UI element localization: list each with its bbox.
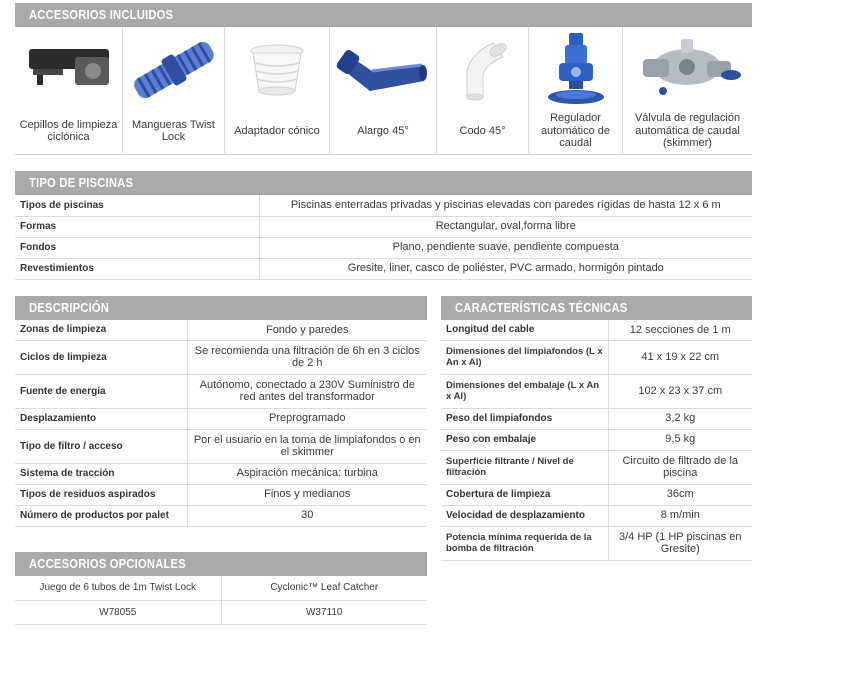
row-value: Circuito de filtrado de la piscina <box>608 450 752 484</box>
row-value: Por el usuario en la toma de limpiafondos o en el skimmer <box>187 429 427 463</box>
accessory-item <box>225 27 330 153</box>
accessory-label: Cepillos de limpieza ciclónica <box>19 118 118 143</box>
table-row <box>15 429 427 463</box>
row-value: Gresite, liner, casco de poliéster, PVC armado, hormigón pintado <box>259 258 752 279</box>
row-key: Revestimientos <box>15 258 259 279</box>
table-row <box>441 340 752 374</box>
row-key: Peso del limpiafondos <box>441 408 608 429</box>
row-value: 3/4 HP (1 HP piscinas en Gresite) <box>608 526 752 560</box>
optional-accessory-code: W78055 <box>15 600 221 624</box>
row-value: Fondo y paredes <box>187 320 427 340</box>
row-value: Aspiración mecánica: turbina <box>187 463 427 484</box>
table-row <box>15 408 427 429</box>
section-header-caracteristicas: CARACTERÍSTICAS TÉCNICAS <box>441 296 752 320</box>
table-row <box>15 237 752 258</box>
row-value: 12 secciones de 1 m <box>608 320 752 340</box>
row-value: 36cm <box>608 484 752 505</box>
table-row <box>15 505 427 526</box>
row-key: Desplazamiento <box>15 408 187 429</box>
table-row <box>15 374 427 408</box>
elbow-45-image <box>437 31 529 109</box>
cyclonic-brush-image <box>15 31 123 109</box>
flow-regulator-image <box>529 31 623 109</box>
optional-accessory-code: W37110 <box>221 600 427 624</box>
row-value: Preprogramado <box>187 408 427 429</box>
accessory-item <box>330 27 437 153</box>
accessory-label: Alargo 45° <box>357 124 409 137</box>
row-value: Finos y medianos <box>187 484 427 505</box>
row-key: Número de productos por palet <box>15 505 187 526</box>
conical-adapter-image <box>225 31 330 109</box>
row-key: Tipos de residuos aspirados <box>15 484 187 505</box>
accessory-label: Codo 45° <box>459 124 506 137</box>
table-row <box>441 320 752 340</box>
accessory-label: Válvula de regulación automática de caudal (skimmer) <box>634 112 741 150</box>
table-row <box>441 484 752 505</box>
description-table <box>15 320 427 527</box>
row-value: Se recomienda una filtración de 6h en 3 ciclos de 2 h <box>187 340 427 374</box>
row-key: Dimensiones del embalaje (L x An x Al) <box>441 374 608 408</box>
row-key: Potencia mínima requerida de la bomba de filtración <box>441 526 608 560</box>
row-key: Fuente de energía <box>15 374 187 408</box>
twist-lock-hose-image <box>123 31 225 109</box>
extension-45-image <box>330 31 437 109</box>
accessory-item <box>437 27 529 153</box>
row-key: Longitud del cable <box>441 320 608 340</box>
section-header-accesorios-incluidos: ACCESORIOS INCLUIDOS <box>15 3 752 27</box>
row-value: 102 x 23 x 37 cm <box>608 374 752 408</box>
table-row <box>441 450 752 484</box>
table-row <box>15 576 427 600</box>
optional-accessory-name: Cyclonic™ Leaf Catcher <box>221 576 427 600</box>
accessory-label: Mangueras Twist Lock <box>132 118 215 143</box>
row-key: Velocidad de desplazamiento <box>441 505 608 526</box>
row-value: 9,5 kg <box>608 429 752 450</box>
row-value: Piscinas enterradas privadas y piscinas elevadas con paredes rígidas de hasta 12 x 6 m <box>259 195 752 216</box>
table-row <box>15 463 427 484</box>
row-key: Formas <box>15 216 259 237</box>
accessory-item <box>623 27 752 153</box>
table-row <box>441 429 752 450</box>
row-key: Ciclos de limpieza <box>15 340 187 374</box>
optional-accessories-table <box>15 576 427 625</box>
optional-accessory-name: Juego de 6 tubos de 1m Twist Lock <box>15 576 221 600</box>
accessory-item <box>15 27 123 153</box>
row-value: 3,2 kg <box>608 408 752 429</box>
table-row <box>15 600 427 624</box>
table-row <box>15 320 427 340</box>
row-key: Fondos <box>15 237 259 258</box>
row-key: Tipos de piscinas <box>15 195 259 216</box>
row-value: 8 m/min <box>608 505 752 526</box>
accessory-label: Regulador automático de caudal <box>540 112 611 150</box>
row-value: Rectangular, oval,forma libre <box>259 216 752 237</box>
table-row <box>15 195 752 216</box>
table-row <box>15 340 427 374</box>
pool-types-table <box>15 195 752 280</box>
table-row <box>441 374 752 408</box>
table-row <box>15 216 752 237</box>
row-value: Plano, pendiente suave, pendiente compuesta <box>259 237 752 258</box>
row-value: 30 <box>187 505 427 526</box>
section-header-tipo-piscinas: TIPO DE PISCINAS <box>15 171 752 195</box>
section-header-accesorios-opcionales: ACCESORIOS OPCIONALES <box>15 552 427 576</box>
row-key: Tipo de filtro / acceso <box>15 429 187 463</box>
table-row <box>15 484 427 505</box>
skimmer-valve-image <box>623 31 752 109</box>
table-row <box>441 408 752 429</box>
section-header-descripcion: DESCRIPCIÓN <box>15 296 427 320</box>
row-value: 41 x 19 x 22 cm <box>608 340 752 374</box>
row-value: Autónomo, conectado a 230V Suministro de red antes del transformador <box>187 374 427 408</box>
row-key: Dimensiones del limpiafondos (L x An x Al) <box>441 340 608 374</box>
divider <box>15 154 752 155</box>
table-row <box>15 258 752 279</box>
accessory-item <box>529 27 623 153</box>
row-key: Cobertura de limpieza <box>441 484 608 505</box>
included-accessories-strip <box>15 27 752 155</box>
table-row <box>441 526 752 560</box>
row-key: Peso con embalaje <box>441 429 608 450</box>
row-key: Zonas de limpieza <box>15 320 187 340</box>
row-key: Sistema de tracción <box>15 463 187 484</box>
technical-specs-table <box>441 320 752 561</box>
accessory-label: Adaptador cónico <box>234 124 320 137</box>
accessory-item <box>123 27 225 153</box>
table-row <box>441 505 752 526</box>
row-key: Superficie filtrante / Nivel de filtración <box>441 450 608 484</box>
